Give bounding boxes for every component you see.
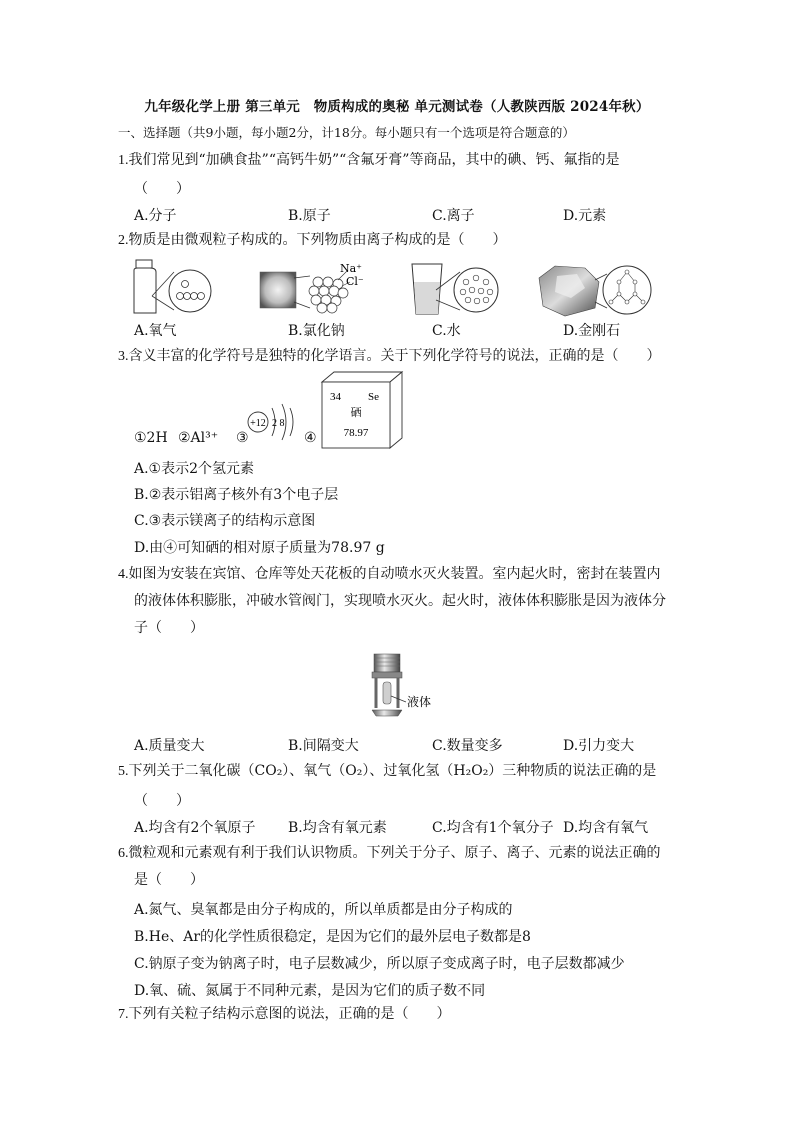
option-b[interactable]: B.He、Ar的化学性质很稳定，是因为它们的最外层电子数都是8	[134, 929, 531, 945]
question-2	[118, 232, 507, 249]
sodium-chloride-figure	[258, 258, 368, 318]
option-a[interactable]: A.质量变大	[134, 738, 205, 754]
question-number: 2.	[118, 233, 129, 248]
question-5	[118, 763, 656, 780]
question-4	[118, 566, 661, 583]
option-c[interactable]: C.③表示镁离子的结构示意图	[134, 513, 316, 529]
diamond-figure	[535, 258, 655, 322]
option-b[interactable]: B.均含有氧元素	[288, 820, 387, 836]
question-text: 含义丰富的化学符号是独特的化学语言。关于下列化学符号的说法，正确的是（ ）	[128, 348, 661, 364]
section-heading: 一、选择题（共9小题，每小题2分，计18分。每小题只有一个选项是符合题意的）	[118, 125, 575, 140]
option-b[interactable]: B.间隔变大	[288, 738, 359, 754]
option-d[interactable]: D.元素	[563, 208, 607, 224]
page-title: 九年级化学上册 第三单元 物质构成的奥秘 单元测试卷（人教陕西版 2024年秋）	[144, 99, 650, 115]
option-c[interactable]: C.离子	[432, 208, 475, 224]
question-text: 我们常见到“加碘食盐”“高钙牛奶”“含氟牙膏”等商品，其中的碘、钙、氟指的是	[128, 152, 620, 168]
question-number: 6.	[118, 846, 129, 861]
atomic-mass: 78.97	[343, 427, 369, 439]
element-symbol: Se	[368, 391, 379, 403]
question-6	[118, 845, 661, 862]
option-b[interactable]: B.氯化钠	[288, 323, 345, 339]
option-d[interactable]: D.均含有氧气	[563, 820, 649, 836]
sodium-ion-label: Na⁺	[340, 262, 362, 275]
chloride-ion-label: Cl⁻	[346, 275, 364, 288]
option-b[interactable]: B.原子	[288, 208, 331, 224]
question-text: 下列关于二氧化碳（CO₂）、氧气（O₂）、过氧化氢（H₂O₂）三种物质的说法正确的是	[128, 763, 657, 779]
question-4-line-2: 的液体体积膨胀，冲破水管阀门，实现喷水灭火。起火时，液体体积膨胀是因为液体分	[134, 593, 666, 609]
question-6-line-2: 是（ ）	[134, 872, 204, 888]
selenium-element-box	[318, 370, 418, 450]
question-number: 1.	[118, 153, 129, 168]
option-c[interactable]: C.均含有1个氧分子	[432, 820, 554, 836]
option-d[interactable]: D.由④可知硒的相对原子质量为78.97 g	[134, 540, 385, 556]
answer-paren: （ ）	[134, 181, 190, 197]
sprinkler-figure	[368, 652, 458, 728]
option-c[interactable]: C.钠原子变为钠离子时，电子层数减少，所以原子变成离子时，电子层数都减少	[134, 956, 625, 972]
option-a[interactable]: A.氮气、臭氧都是由分子构成的，所以单质都是由分子构成的	[134, 902, 513, 918]
question-number: 3.	[118, 349, 129, 364]
question-text: 如图为安装在宾馆、仓库等处天花板的自动喷水灭火装置。室内起火时，密封在装置内	[128, 566, 661, 582]
question-1	[118, 152, 619, 169]
symbol-2: ②Al³⁺	[178, 430, 219, 446]
question-number: 4.	[118, 567, 129, 582]
element-name: 硒	[350, 406, 362, 419]
question-text: 微粒观和元素观有利于我们认识物质。下列关于分子、原子、离子、元素的说法正确的	[128, 845, 661, 861]
option-a[interactable]: A.氧气	[134, 323, 177, 339]
question-text: 物质是由微观粒子构成的。下列物质由离子构成的是（ ）	[128, 232, 507, 248]
magnesium-ion-diagram	[246, 400, 306, 444]
question-number: 7.	[118, 1007, 129, 1022]
question-number: 5.	[118, 764, 129, 779]
option-a[interactable]: A.均含有2个氧原子	[134, 820, 256, 836]
option-d[interactable]: D.引力变大	[563, 738, 635, 754]
question-text: 下列有关粒子结构示意图的说法，正确的是（ ）	[128, 1006, 451, 1022]
oxygen-jar-figure	[130, 258, 230, 318]
option-b[interactable]: B.②表示铝离子核外有3个电子层	[134, 487, 339, 503]
option-a[interactable]: A.①表示2个氢元素	[134, 461, 255, 477]
question-4-line-3: 子（ ）	[134, 620, 204, 636]
symbol-3: ③	[236, 430, 249, 446]
option-c[interactable]: C.数量变多	[432, 738, 503, 754]
option-c[interactable]: C.水	[432, 323, 461, 339]
option-d[interactable]: D.氧、硫、氮属于不同种元素，是因为它们的质子数不同	[134, 983, 486, 999]
option-d[interactable]: D.金刚石	[563, 323, 621, 339]
water-beaker-figure	[410, 260, 520, 320]
liquid-label: 液体	[407, 695, 432, 709]
atomic-number: 34	[330, 391, 341, 403]
symbol-4: ④	[304, 430, 317, 446]
question-7	[118, 1006, 451, 1023]
answer-paren: （ ）	[134, 793, 190, 809]
nucleus-charge: +12	[250, 418, 266, 429]
electron-shells: 2 8	[272, 418, 285, 429]
question-3	[118, 348, 661, 365]
symbol-1: ①2H	[134, 430, 168, 446]
option-a[interactable]: A.分子	[134, 208, 177, 224]
